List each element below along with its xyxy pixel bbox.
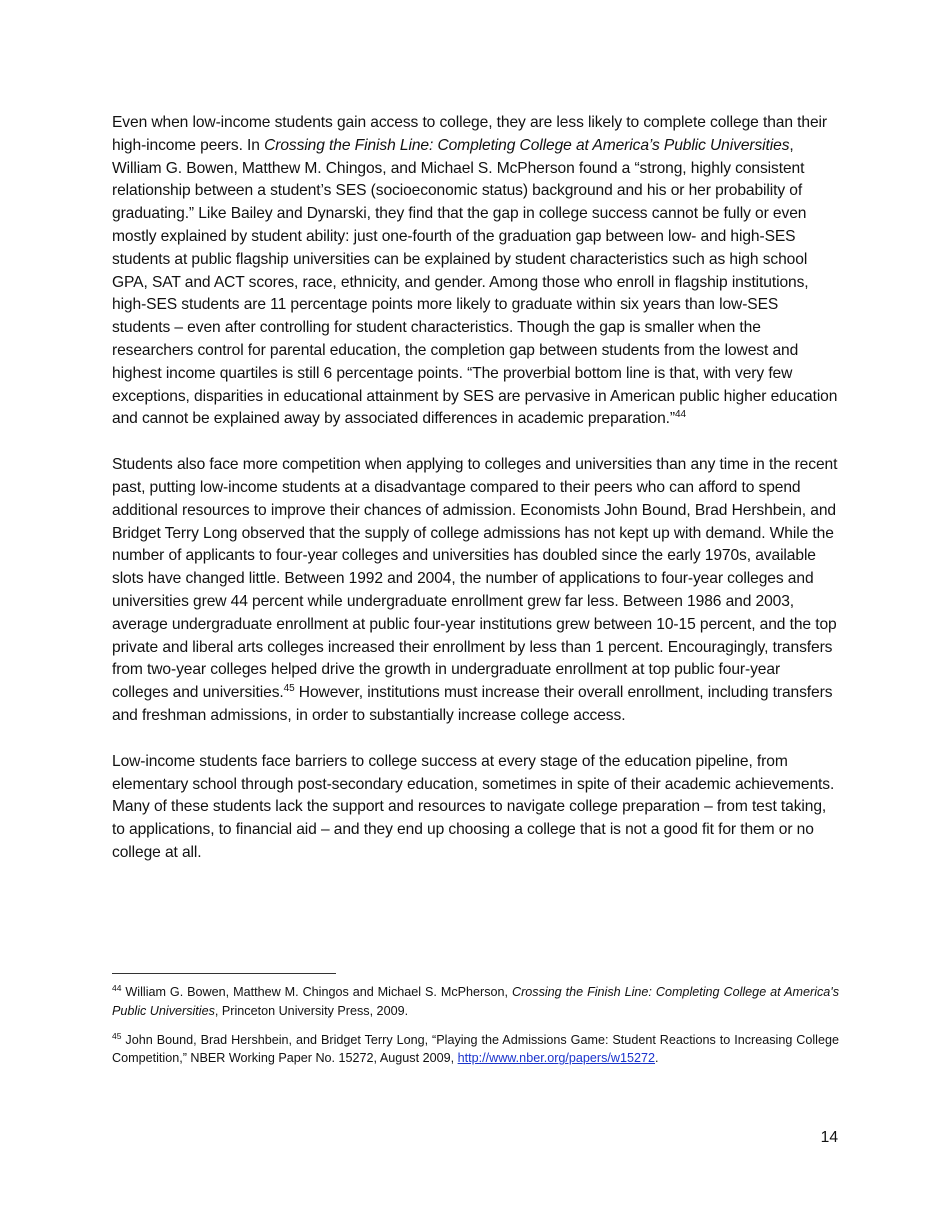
footnote-text: , Princeton University Press, 2009. [214, 1003, 409, 1018]
document-body [112, 112, 839, 888]
nber-paper-link[interactable]: http://www.nber.org/papers/w15272 [457, 1051, 656, 1066]
footnote-44 [112, 983, 839, 1021]
book-title: Crossing the Finish Line: Completing College at America’s Public Universities [264, 136, 790, 154]
paragraph-text: Low-income students face barriers to college success at every stage of the education pipeline, from elementary school through post-secondary education, sometimes in spite of their academic achievements. Many of these students lack the support and resources to navigate college preparation – from test taking, to applications, to financial aid – and they end up choosing a college that is not a good fit for them or no college at all. [112, 752, 835, 861]
footnotes [112, 983, 839, 1078]
paragraph-text: However, institutions must increase their overall enrollment, including transfers and freshman admissions, in order to substantially increase college access. [112, 684, 833, 724]
footnote-separator [112, 973, 336, 974]
footnote-reference[interactable]: 45 [283, 682, 295, 694]
paragraph-text: Even when low-income students gain access to college, they are less likely to complete college than their high-income peers. In [112, 114, 827, 154]
footnote-text: John Bound, Brad Hershbein, and Bridget Terry Long, “Playing the Admissions Game: Student Reactions to Increasing College Competition,” NBER Working Paper No. 15272, August 2009, [112, 1032, 839, 1066]
footnote-text: William G. Bowen, Matthew M. Chingos and Michael S. McPherson, [121, 985, 512, 999]
paragraph-barriers [112, 751, 839, 865]
footnote-45 [112, 1031, 839, 1069]
paragraph-admissions-competition [112, 454, 839, 728]
footnote-number: 45 [112, 1030, 122, 1041]
footnote-reference[interactable]: 44 [674, 409, 686, 421]
page-number: 14 [820, 1129, 838, 1146]
paragraph-completion-gap [112, 112, 839, 431]
footnote-number: 44 [112, 982, 122, 993]
paragraph-text: Students also face more competition when applying to colleges and universities than any time in the recent past, putting low-income students at a disadvantage compared to their peers who can afford to spend additional resources to improve their chances of admission. Economists John Bound, Brad Hershbein, and Bridget Terry Long observed that the supply of college admissions has not kept up with demand. While the number of applicants to four-year colleges and universities has doubled since the early 1970s, available slots have changed little. Between 1992 and 2004, the number of applications to four-year colleges and universities grew 44 percent while undergraduate enrollment grew far less. Between 1986 and 2003, average undergraduate enrollment at public four-year institutions grew between 10-15 percent, and the top private and liberal arts colleges increased their enrollment by less than 1 percent. Encouragingly, transfers from two-year colleges helped drive the growth in undergraduate enrollment at top public four-year colleges and universities. [112, 456, 838, 702]
footnote-text: . [655, 1051, 659, 1066]
footnote-book-title: Crossing the Finish Line: Completing College at America's Public Universities [112, 985, 839, 1018]
paragraph-text: , William G. Bowen, Matthew M. Chingos, and Michael S. McPherson found a “strong, highly consistent relationship between a student’s SES (socioeconomic status) background and his or her probability of graduating.” Like Bailey and Dynarski, they find that the gap in college success cannot be fully or even mostly explained by student ability: just one-fourth of the graduation gap between low- and high-SES students at public flagship universities can be explained by student characteristics such as high school GPA, SAT and ACT scores, race, ethnicity, and gender. Among those who enroll in flagship institutions, high-SES students are 11 percentage points more likely to graduate within six years than low-SES students – even after controlling for student characteristics. Though the gap is smaller when the researchers control for parental education, the completion gap between students from the lowest and highest income quartiles is still 6 percentage points. “The proverbial bottom line is that, with very few exceptions, disparities in educational attainment by SES are pervasive in American public higher education and cannot be explained away by associated differences in academic preparation.” [112, 136, 838, 428]
